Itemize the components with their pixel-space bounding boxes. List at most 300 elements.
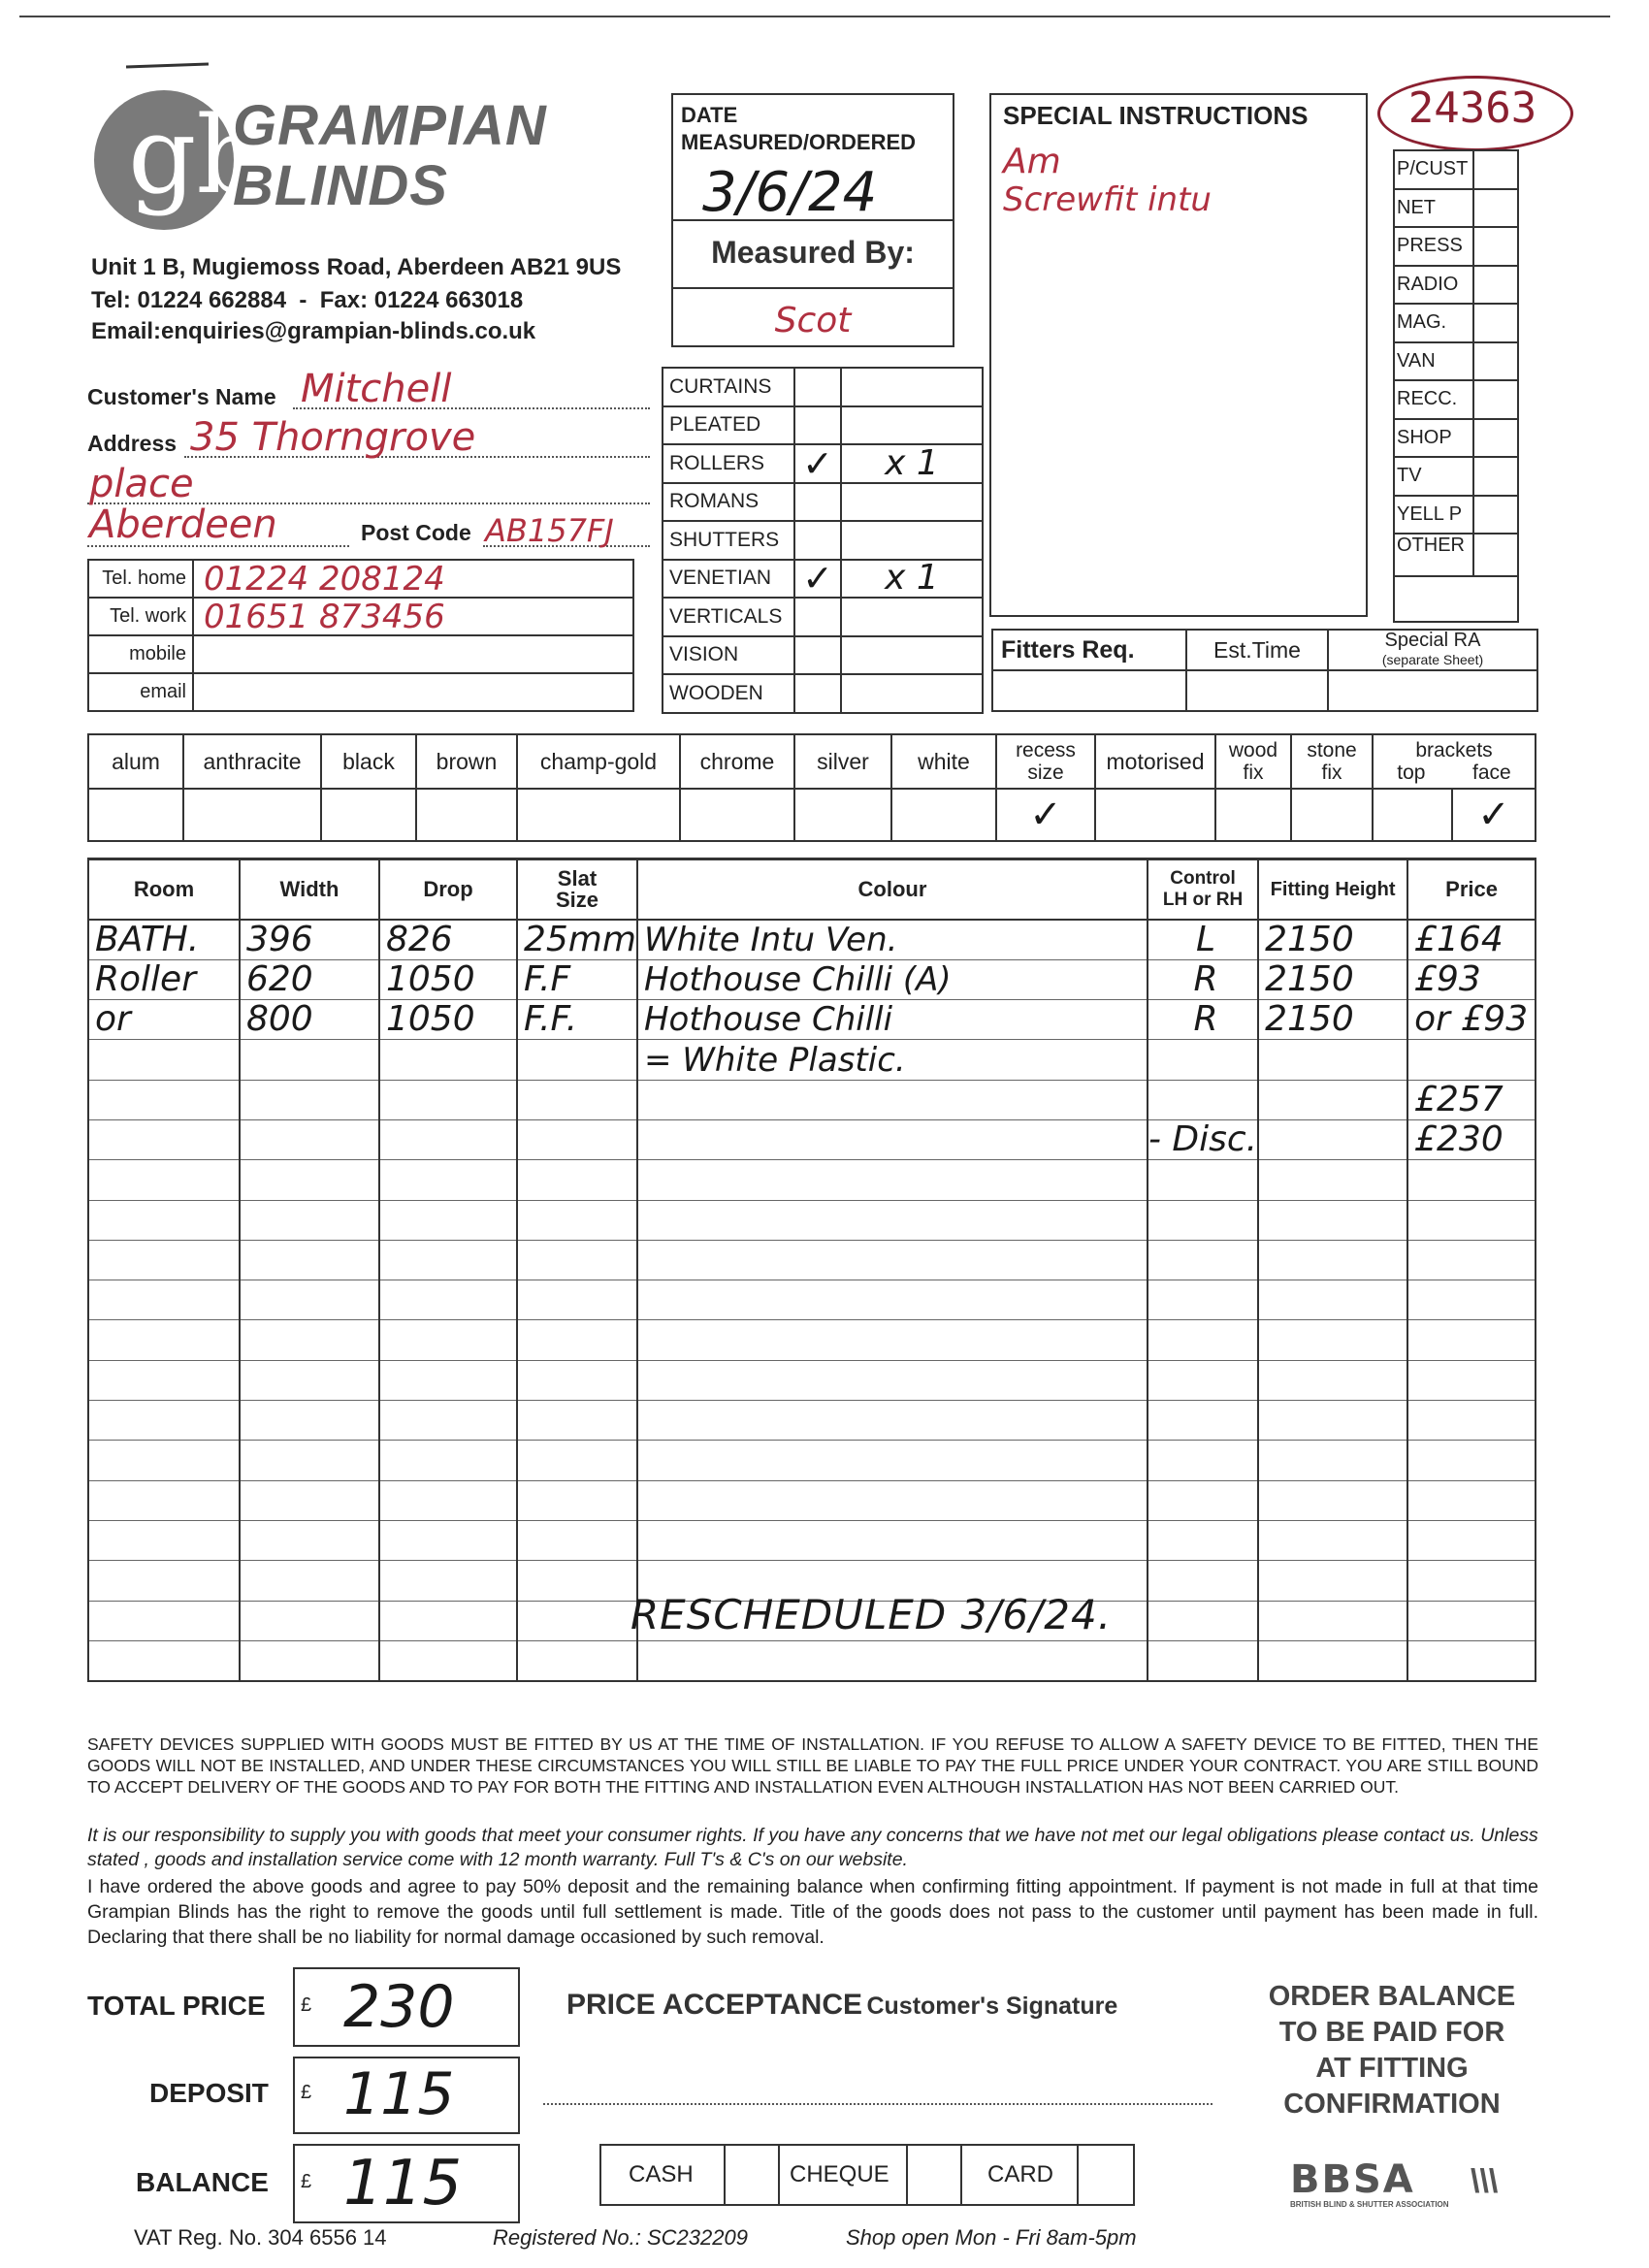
opt-silver: silver — [794, 734, 891, 789]
order-row — [88, 1640, 1536, 1680]
order-cell-drop[interactable] — [379, 1280, 517, 1320]
order-cell-width[interactable]: 620 — [240, 959, 379, 999]
source-label: RECC. — [1394, 380, 1473, 419]
order-cell-slat[interactable] — [517, 1240, 637, 1280]
source-check[interactable] — [1473, 189, 1518, 228]
order-cell-fitting[interactable] — [1258, 1480, 1407, 1520]
phone-row — [88, 673, 633, 711]
header-width: Width — [240, 859, 379, 920]
order-cell-colour[interactable] — [637, 1480, 1148, 1520]
order-cell-drop[interactable] — [379, 1640, 517, 1680]
order-cell-width[interactable]: 396 — [240, 920, 379, 959]
order-cell-control[interactable] — [1148, 1320, 1258, 1360]
payment-card-box[interactable] — [1078, 2145, 1134, 2205]
order-row — [88, 1240, 1536, 1280]
order-cell-control[interactable]: R — [1148, 959, 1258, 999]
order-table — [87, 859, 1536, 1682]
product-qty[interactable] — [841, 406, 983, 445]
special-instructions-line2[interactable]: Screwfit intu — [1003, 180, 1212, 219]
balance-label: BALANCE — [136, 2167, 269, 2197]
order-cell-price[interactable] — [1407, 1160, 1536, 1200]
footer-vat: VAT Reg. No. 304 6556 14 — [134, 2225, 387, 2250]
order-row — [88, 1280, 1536, 1320]
order-cell-colour[interactable]: = White Plastic. — [637, 1040, 1148, 1080]
order-cell-drop[interactable] — [379, 1561, 517, 1601]
order-cell-control[interactable]: L — [1148, 920, 1258, 959]
order-cell-fitting[interactable] — [1258, 1401, 1407, 1441]
order-cell-width[interactable] — [240, 1119, 379, 1159]
total-box — [293, 1967, 520, 2047]
order-cell-fitting[interactable] — [1258, 1280, 1407, 1320]
source-row — [1394, 150, 1518, 189]
order-cell-room[interactable] — [88, 1441, 240, 1480]
order-cell-control[interactable] — [1148, 1160, 1258, 1200]
order-cell-width[interactable] — [240, 1401, 379, 1441]
order-cell-slat[interactable] — [517, 1601, 637, 1640]
company-tel: Tel: 01224 662884 - Fax: 01224 663018 — [91, 287, 524, 313]
product-tick[interactable] — [794, 636, 841, 675]
date-value[interactable]: 3/6/24 — [702, 161, 878, 224]
order-cell-slat[interactable] — [517, 1280, 637, 1320]
source-row — [1394, 534, 1518, 576]
date-label-1: DATE — [681, 103, 738, 127]
product-tick[interactable] — [794, 674, 841, 713]
order-cell-price[interactable] — [1407, 1601, 1536, 1640]
opt-brackets-top: top — [1397, 761, 1426, 784]
header-colour: Colour — [637, 859, 1148, 920]
product-qty[interactable] — [841, 483, 983, 522]
order-cell-drop[interactable] — [379, 1200, 517, 1240]
product-label: VISION — [663, 636, 794, 675]
order-cell-slat[interactable] — [517, 1640, 637, 1680]
order-cell-width[interactable] — [240, 1480, 379, 1520]
order-cell-fitting[interactable] — [1258, 1200, 1407, 1240]
header-fitting: Fitting Height — [1258, 859, 1407, 920]
order-cell-colour[interactable] — [637, 1280, 1148, 1320]
order-cell-price[interactable] — [1407, 1360, 1536, 1400]
balance-value[interactable]: 115 — [343, 2148, 463, 2219]
order-cell-slat[interactable] — [517, 1080, 637, 1119]
order-cell-price[interactable]: £93 — [1407, 959, 1536, 999]
val-chrome[interactable] — [680, 789, 794, 841]
order-cell-control[interactable] — [1148, 1561, 1258, 1601]
company-name-line2: BLINDS — [233, 154, 448, 217]
order-cell-room[interactable] — [88, 1119, 240, 1159]
product-tick[interactable] — [794, 368, 841, 406]
source-check[interactable] — [1473, 534, 1518, 576]
order-cell-drop[interactable] — [379, 1401, 517, 1441]
order-cell-slat[interactable] — [517, 1480, 637, 1520]
order-row — [88, 1320, 1536, 1360]
val-brackets-top[interactable] — [1373, 789, 1452, 841]
source-row — [1394, 342, 1518, 381]
order-cell-room[interactable] — [88, 1160, 240, 1200]
source-check[interactable] — [1473, 342, 1518, 381]
val-white[interactable] — [891, 789, 996, 841]
date-label-2: MEASURED/ORDERED — [681, 130, 917, 154]
product-row — [663, 636, 983, 675]
product-tick[interactable]: ✓ — [794, 560, 841, 599]
order-row — [88, 1040, 1536, 1080]
logo-g: gb — [128, 93, 265, 217]
val-silver[interactable] — [794, 789, 891, 841]
order-row — [88, 1520, 1536, 1560]
product-qty[interactable]: x 1 — [841, 444, 983, 483]
order-cell-price[interactable] — [1407, 1200, 1536, 1240]
fitters-table — [991, 629, 1538, 712]
order-cell-width[interactable] — [240, 1160, 379, 1200]
order-cell-price[interactable] — [1407, 1441, 1536, 1480]
source-label: YELL P — [1394, 496, 1473, 535]
order-cell-control[interactable] — [1148, 1280, 1258, 1320]
order-cell-room[interactable] — [88, 1240, 240, 1280]
order-cell-control[interactable] — [1148, 1240, 1258, 1280]
balance-box — [293, 2144, 520, 2223]
order-cell-fitting[interactable] — [1258, 1601, 1407, 1640]
deposit-currency: £ — [301, 2082, 312, 2103]
order-cell-drop[interactable] — [379, 1480, 517, 1520]
phone-value[interactable]: 01651 873456 — [193, 598, 633, 635]
price-acceptance: PRICE ACCEPTANCE Customer's Signature — [566, 1989, 1118, 2021]
opt-champ-gold: champ-gold — [517, 734, 680, 789]
special-instructions-line1[interactable]: Am — [1003, 142, 1061, 181]
order-cell-price[interactable]: or £93 — [1407, 1000, 1536, 1040]
source-check[interactable] — [1473, 266, 1518, 305]
order-row — [88, 1360, 1536, 1400]
product-row — [663, 674, 983, 713]
payment-cash-label: CASH — [600, 2145, 725, 2205]
source-row — [1394, 304, 1518, 342]
order-cell-colour[interactable]: Hothouse Chilli — [637, 1000, 1148, 1040]
product-tick[interactable] — [794, 521, 841, 560]
order-cell-colour[interactable] — [637, 1360, 1148, 1400]
phone-value[interactable]: 01224 208124 — [193, 560, 633, 598]
order-cell-drop[interactable] — [379, 1160, 517, 1200]
order-cell-width[interactable] — [240, 1601, 379, 1640]
order-cell-control[interactable] — [1148, 1200, 1258, 1240]
order-cell-slat[interactable] — [517, 1520, 637, 1560]
total-label: TOTAL PRICE — [87, 1991, 266, 2021]
order-cell-control[interactable] — [1148, 1040, 1258, 1080]
special-ra-label: Special RA (separate Sheet) — [1328, 630, 1537, 670]
val-stone-fix[interactable] — [1291, 789, 1373, 841]
opt-brackets-face: face — [1472, 761, 1511, 784]
order-cell-width[interactable] — [240, 1520, 379, 1560]
order-cell-colour[interactable]: White Intu Ven. — [637, 920, 1148, 959]
order-cell-room[interactable] — [88, 1640, 240, 1680]
order-cell-drop[interactable] — [379, 1080, 517, 1119]
order-cell-fitting[interactable] — [1258, 1441, 1407, 1480]
order-cell-drop[interactable] — [379, 1320, 517, 1360]
order-cell-price[interactable] — [1407, 1280, 1536, 1320]
order-cell-control[interactable]: - Disc. — [1148, 1119, 1258, 1160]
phone-table — [87, 559, 634, 712]
order-cell-drop[interactable] — [379, 1119, 517, 1159]
order-cell-room[interactable] — [88, 1601, 240, 1640]
order-cell-control[interactable]: R — [1148, 1000, 1258, 1040]
order-cell-colour[interactable] — [637, 1520, 1148, 1560]
order-cell-fitting[interactable] — [1258, 1561, 1407, 1601]
footer-registered: Registered No.: SC232209 — [493, 2225, 748, 2250]
val-alum[interactable] — [88, 789, 183, 841]
order-cell-fitting[interactable] — [1258, 1240, 1407, 1280]
balance-currency: £ — [301, 2171, 312, 2192]
order-cell-control[interactable] — [1148, 1441, 1258, 1480]
order-cell-width[interactable] — [240, 1080, 379, 1119]
measured-by-value[interactable]: Scot — [774, 301, 852, 340]
order-cell-slat[interactable] — [517, 1561, 637, 1601]
order-cell-price[interactable]: £257 — [1407, 1080, 1536, 1119]
order-cell-slat[interactable] — [517, 1441, 637, 1480]
order-cell-colour[interactable] — [637, 1240, 1148, 1280]
order-row — [88, 1160, 1536, 1200]
order-cell-room[interactable] — [88, 1320, 240, 1360]
order-cell-price[interactable] — [1407, 1480, 1536, 1520]
order-cell-room[interactable] — [88, 1040, 240, 1080]
order-cell-price[interactable] — [1407, 1640, 1536, 1680]
order-cell-slat[interactable] — [517, 1119, 637, 1159]
source-check[interactable] — [1473, 227, 1518, 266]
order-cell-control[interactable] — [1148, 1640, 1258, 1680]
special-instructions-label: SPECIAL INSTRUCTIONS — [1003, 101, 1309, 130]
order-cell-room[interactable] — [88, 1401, 240, 1441]
order-cell-control[interactable] — [1148, 1601, 1258, 1640]
source-row — [1394, 496, 1518, 535]
order-cell-width[interactable] — [240, 1040, 379, 1080]
header-room: Room — [88, 859, 240, 920]
product-label: PLEATED — [663, 406, 794, 445]
order-cell-control[interactable] — [1148, 1480, 1258, 1520]
order-cell-width[interactable] — [240, 1280, 379, 1320]
order-cell-colour[interactable] — [637, 1640, 1148, 1680]
order-cell-price[interactable] — [1407, 1240, 1536, 1280]
order-cell-control[interactable] — [1148, 1080, 1258, 1119]
order-cell-drop[interactable] — [379, 1441, 517, 1480]
address-line3[interactable]: Aberdeen — [89, 502, 277, 547]
val-brown[interactable] — [416, 789, 517, 841]
order-cell-control[interactable] — [1148, 1360, 1258, 1400]
order-cell-fitting[interactable] — [1258, 1520, 1407, 1560]
product-label: VERTICALS — [663, 598, 794, 636]
order-cell-slat[interactable] — [517, 1320, 637, 1360]
order-cell-width[interactable] — [240, 1441, 379, 1480]
product-table — [662, 367, 984, 714]
header-price: Price — [1407, 859, 1536, 920]
order-row — [88, 1401, 1536, 1441]
source-label: NET — [1394, 189, 1473, 228]
order-cell-colour[interactable] — [637, 1200, 1148, 1240]
order-row — [88, 1441, 1536, 1480]
order-cell-room[interactable]: Roller — [88, 959, 240, 999]
order-cell-fitting[interactable] — [1258, 1040, 1407, 1080]
est-time-value[interactable] — [1186, 670, 1328, 711]
phone-label: email — [88, 673, 193, 711]
order-cell-colour[interactable] — [637, 1401, 1148, 1441]
order-cell-drop[interactable] — [379, 1520, 517, 1560]
order-cell-slat[interactable]: F.F. — [517, 1000, 637, 1040]
order-cell-price[interactable] — [1407, 1520, 1536, 1560]
order-cell-width[interactable]: 800 — [240, 1000, 379, 1040]
val-wood-fix[interactable] — [1215, 789, 1291, 841]
fitters-req-value[interactable] — [992, 670, 1186, 711]
order-cell-slat[interactable] — [517, 1200, 637, 1240]
source-check[interactable] — [1473, 150, 1518, 189]
order-cell-slat[interactable] — [517, 1360, 637, 1400]
source-row — [1394, 419, 1518, 458]
product-qty[interactable] — [841, 674, 983, 713]
val-anthracite[interactable] — [183, 789, 321, 841]
source-check[interactable] — [1473, 496, 1518, 535]
product-label: CURTAINS — [663, 368, 794, 406]
order-cell-room[interactable] — [88, 1480, 240, 1520]
postcode-value[interactable]: AB157FJ — [485, 512, 614, 549]
order-cell-price[interactable] — [1407, 1561, 1536, 1601]
payment-cheque-label: CHEQUE — [779, 2145, 907, 2205]
val-brackets-face[interactable]: ✓ — [1452, 789, 1536, 841]
val-recess-size[interactable]: ✓ — [996, 789, 1095, 841]
order-cell-fitting[interactable] — [1258, 1320, 1407, 1360]
order-cell-price[interactable] — [1407, 1040, 1536, 1080]
order-cell-price[interactable] — [1407, 1320, 1536, 1360]
product-label: SHUTTERS — [663, 521, 794, 560]
customer-name-label: Customer's Name — [87, 384, 276, 409]
order-cell-fitting[interactable] — [1258, 1080, 1407, 1119]
order-cell-slat[interactable] — [517, 1160, 637, 1200]
order-cell-colour[interactable] — [637, 1320, 1148, 1360]
opt-wood-fix: wood fix — [1215, 734, 1291, 789]
order-cell-price[interactable]: £164 — [1407, 920, 1536, 959]
order-cell-fitting[interactable]: 2150 — [1258, 920, 1407, 959]
val-champ-gold[interactable] — [517, 789, 680, 841]
order-cell-colour[interactable] — [637, 1441, 1148, 1480]
product-qty[interactable] — [841, 598, 983, 636]
product-label: ROMANS — [663, 483, 794, 522]
order-cell-drop[interactable] — [379, 1601, 517, 1640]
measured-by-label: Measured By: — [711, 235, 915, 270]
order-cell-width[interactable] — [240, 1640, 379, 1680]
order-cell-colour[interactable] — [637, 1119, 1148, 1159]
payment-cash-box[interactable] — [725, 2145, 779, 2205]
payment-cheque-box[interactable] — [907, 2145, 961, 2205]
order-cell-width[interactable] — [240, 1200, 379, 1240]
order-cell-colour[interactable] — [637, 1080, 1148, 1119]
source-list — [1393, 149, 1519, 623]
order-cell-drop[interactable]: 826 — [379, 920, 517, 959]
order-cell-width[interactable] — [240, 1360, 379, 1400]
order-cell-room[interactable] — [88, 1360, 240, 1400]
source-check[interactable] — [1473, 380, 1518, 419]
product-qty[interactable]: x 1 — [841, 560, 983, 599]
val-motorised[interactable] — [1095, 789, 1215, 841]
order-cell-slat[interactable] — [517, 1040, 637, 1080]
product-qty[interactable] — [841, 521, 983, 560]
product-tick[interactable] — [794, 598, 841, 636]
phone-label: mobile — [88, 635, 193, 673]
company-logo — [91, 87, 265, 233]
order-cell-fitting[interactable] — [1258, 1360, 1407, 1400]
order-row — [88, 1080, 1536, 1119]
phone-value[interactable] — [193, 673, 633, 711]
order-cell-room[interactable] — [88, 1280, 240, 1320]
order-cell-width[interactable] — [240, 1320, 379, 1360]
order-cell-room[interactable] — [88, 1520, 240, 1560]
special-ra-value[interactable] — [1328, 670, 1537, 711]
order-cell-room[interactable] — [88, 1080, 240, 1119]
product-row — [663, 521, 983, 560]
product-tick[interactable] — [794, 483, 841, 522]
order-cell-room[interactable] — [88, 1561, 240, 1601]
order-cell-control[interactable] — [1148, 1401, 1258, 1441]
product-tick[interactable]: ✓ — [794, 444, 841, 483]
product-row — [663, 368, 983, 406]
order-cell-colour[interactable] — [637, 1160, 1148, 1200]
signature-line[interactable] — [543, 2103, 1212, 2105]
order-cell-slat[interactable]: 25mm — [517, 920, 637, 959]
company-name-line1: GRAMPIAN — [233, 94, 547, 157]
order-cell-drop[interactable]: 1050 — [379, 1000, 517, 1040]
customer-name-value[interactable]: Mitchell — [301, 367, 452, 411]
address-line1[interactable]: 35 Thorngrove — [190, 415, 476, 460]
order-cell-price[interactable]: £230 — [1407, 1119, 1536, 1159]
order-cell-drop[interactable] — [379, 1360, 517, 1400]
order-row — [88, 1480, 1536, 1520]
val-black[interactable] — [321, 789, 416, 841]
order-cell-colour[interactable]: Hothouse Chilli (A) — [637, 959, 1148, 999]
order-cell-price[interactable] — [1407, 1401, 1536, 1441]
order-cell-width[interactable] — [240, 1561, 379, 1601]
order-cell-control[interactable] — [1148, 1520, 1258, 1560]
order-cell-room[interactable] — [88, 1200, 240, 1240]
product-qty[interactable] — [841, 368, 983, 406]
opt-anthracite: anthracite — [183, 734, 321, 789]
product-row — [663, 598, 983, 636]
order-cell-room[interactable]: or — [88, 1000, 240, 1040]
order-cell-drop[interactable]: 1050 — [379, 959, 517, 999]
total-value[interactable]: 230 — [343, 1973, 455, 2041]
order-cell-width[interactable] — [240, 1240, 379, 1280]
order-row — [88, 959, 1536, 999]
deposit-value[interactable]: 115 — [343, 2060, 455, 2128]
source-check[interactable] — [1473, 419, 1518, 458]
product-row — [663, 444, 983, 483]
phone-label: Tel. home — [88, 560, 193, 598]
bbsa-slashes: \\\ — [1471, 2163, 1499, 2200]
order-cell-fitting[interactable] — [1258, 1640, 1407, 1680]
order-cell-room[interactable]: BATH. — [88, 920, 240, 959]
product-qty[interactable] — [841, 636, 983, 675]
phone-value[interactable] — [193, 635, 633, 673]
product-row — [663, 483, 983, 522]
product-tick[interactable] — [794, 406, 841, 445]
header-slat: Slat Size — [517, 859, 637, 920]
source-check[interactable] — [1473, 304, 1518, 342]
est-time-label: Est.Time — [1186, 630, 1328, 670]
order-cell-drop[interactable] — [379, 1240, 517, 1280]
order-cell-fitting[interactable]: 2150 — [1258, 959, 1407, 999]
order-cell-fitting[interactable] — [1258, 1160, 1407, 1200]
order-cell-fitting[interactable] — [1258, 1119, 1407, 1159]
phone-row — [88, 598, 633, 635]
order-row — [88, 1200, 1536, 1240]
order-cell-drop[interactable] — [379, 1040, 517, 1080]
source-label: OTHER — [1394, 534, 1473, 576]
opt-recess-size: recess size — [996, 734, 1095, 789]
order-cell-slat[interactable]: F.F — [517, 959, 637, 999]
source-check[interactable] — [1473, 457, 1518, 496]
order-cell-fitting[interactable]: 2150 — [1258, 1000, 1407, 1040]
address-line2[interactable]: place — [89, 462, 194, 506]
order-cell-slat[interactable] — [517, 1401, 637, 1441]
